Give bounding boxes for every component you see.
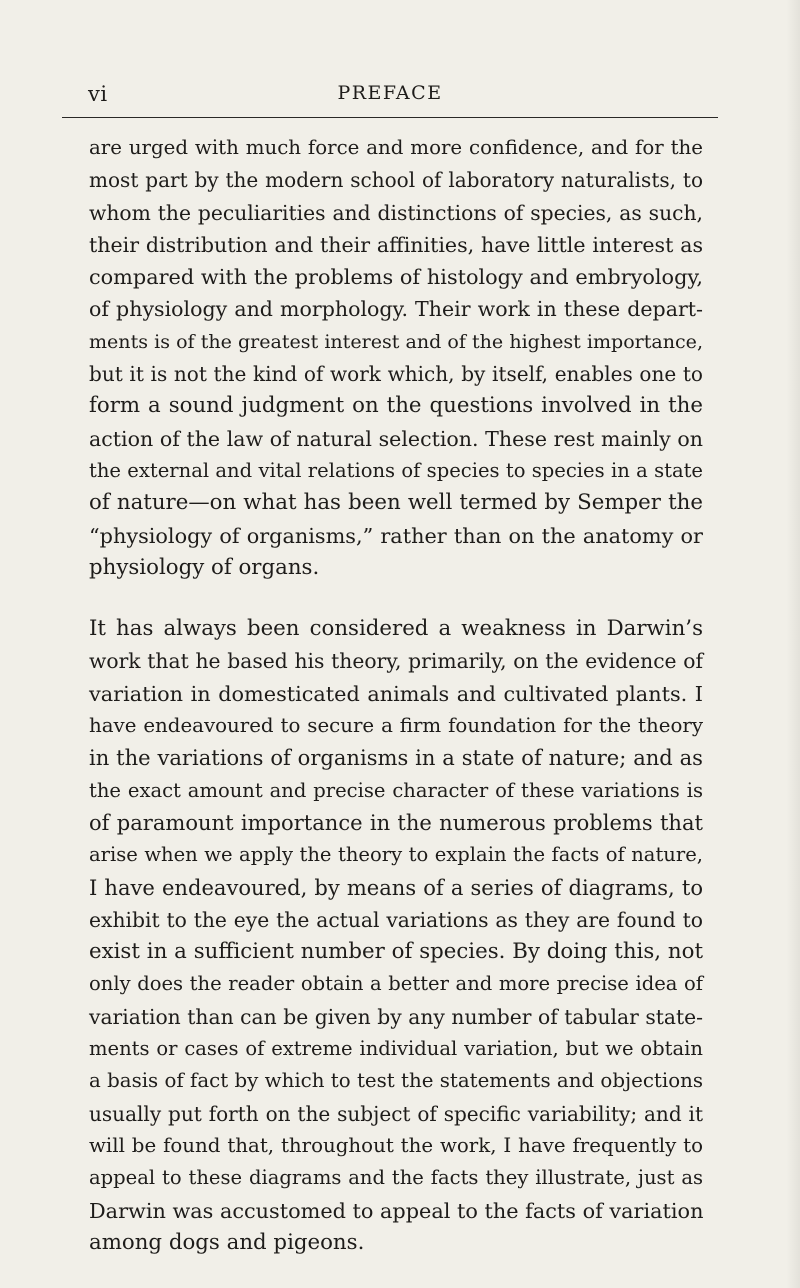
- text-line: the external and vital relations of species to species in a state: [89, 458, 703, 482]
- text-line: but it is not the kind of work which, by itself, enables one to: [89, 362, 703, 387]
- text-line: exhibit to the eye the actual variations as they are found to: [89, 907, 703, 932]
- text-line: of nature—on what has been well termed by Semper the: [89, 490, 703, 516]
- text-line: action of the law of natural selection. These rest mainly on: [89, 426, 703, 451]
- text-line: arise when we apply the theory to explain the facts of nature,: [89, 843, 703, 867]
- text-line: form a sound judgment on the questions involved in the: [89, 393, 703, 419]
- text-line: appeal to these diagrams and the facts they illustrate, just as: [89, 1166, 703, 1190]
- text-line: compared with the problems of histology and embryology,: [89, 265, 703, 290]
- text-line: in the variations of organisms in a state of nature; and as: [89, 745, 703, 771]
- page-edge-shadow: [786, 0, 800, 1288]
- text-line: are urged with much force and more confidence, and for the: [89, 136, 703, 159]
- text-line: of paramount importance in the numerous problems that: [89, 809, 703, 835]
- text-line: will be found that, throughout the work, I have frequently to: [89, 1133, 703, 1157]
- body-text: [89, 132, 703, 1259]
- text-line: of physiology and morphology. Their work in these depart-: [89, 297, 703, 322]
- text-line: It has always been considered a weakness in Darwin’s: [89, 616, 703, 642]
- text-line: among dogs and pigeons.: [89, 1229, 365, 1255]
- text-line: variation than can be given by any number of tabular state-: [89, 1004, 703, 1029]
- text-line: physiology of organs.: [89, 554, 320, 580]
- text-line: ments is of the greatest interest and of the highest importance,: [89, 330, 703, 353]
- page-header: [62, 82, 718, 110]
- text-line: their distribution and their affinities, have little interest as: [89, 232, 703, 257]
- running-title: PREFACE: [337, 82, 443, 104]
- text-line: variation in domesticated animals and cultivated plants. I: [89, 681, 703, 706]
- header-rule: [62, 117, 718, 118]
- text-line: a basis of fact by which to test the statements and objections: [89, 1069, 703, 1093]
- page-number: vi: [88, 82, 108, 106]
- text-line: usually put forth on the subject of specific variability; and it: [89, 1101, 703, 1126]
- text-line: Darwin was accustomed to appeal to the facts of variation: [89, 1198, 704, 1223]
- text-line: “physiology of organisms,” rather than on the anatomy or: [89, 523, 703, 548]
- text-line: I have endeavoured, by means of a series of diagrams, to: [89, 874, 703, 900]
- text-line: work that he based his theory, primarily, on the evidence of: [89, 649, 703, 674]
- text-line: whom the peculiarities and distinctions of species, as such,: [89, 200, 703, 225]
- text-line: exist in a sufficient number of species. By doing this, not: [89, 939, 703, 965]
- paragraph-2: [89, 613, 703, 1259]
- text-line: ments or cases of extreme individual variation, but we obtain: [89, 1037, 703, 1061]
- text-line: the exact amount and precise character of these variations is: [89, 778, 703, 802]
- text-line: most part by the modern school of laboratory naturalists, to: [89, 168, 703, 193]
- paragraph-1: [89, 132, 703, 584]
- text-line: have endeavoured to secure a firm foundation for the theory: [89, 714, 703, 738]
- text-line: only does the reader obtain a better and more precise idea of: [89, 972, 703, 996]
